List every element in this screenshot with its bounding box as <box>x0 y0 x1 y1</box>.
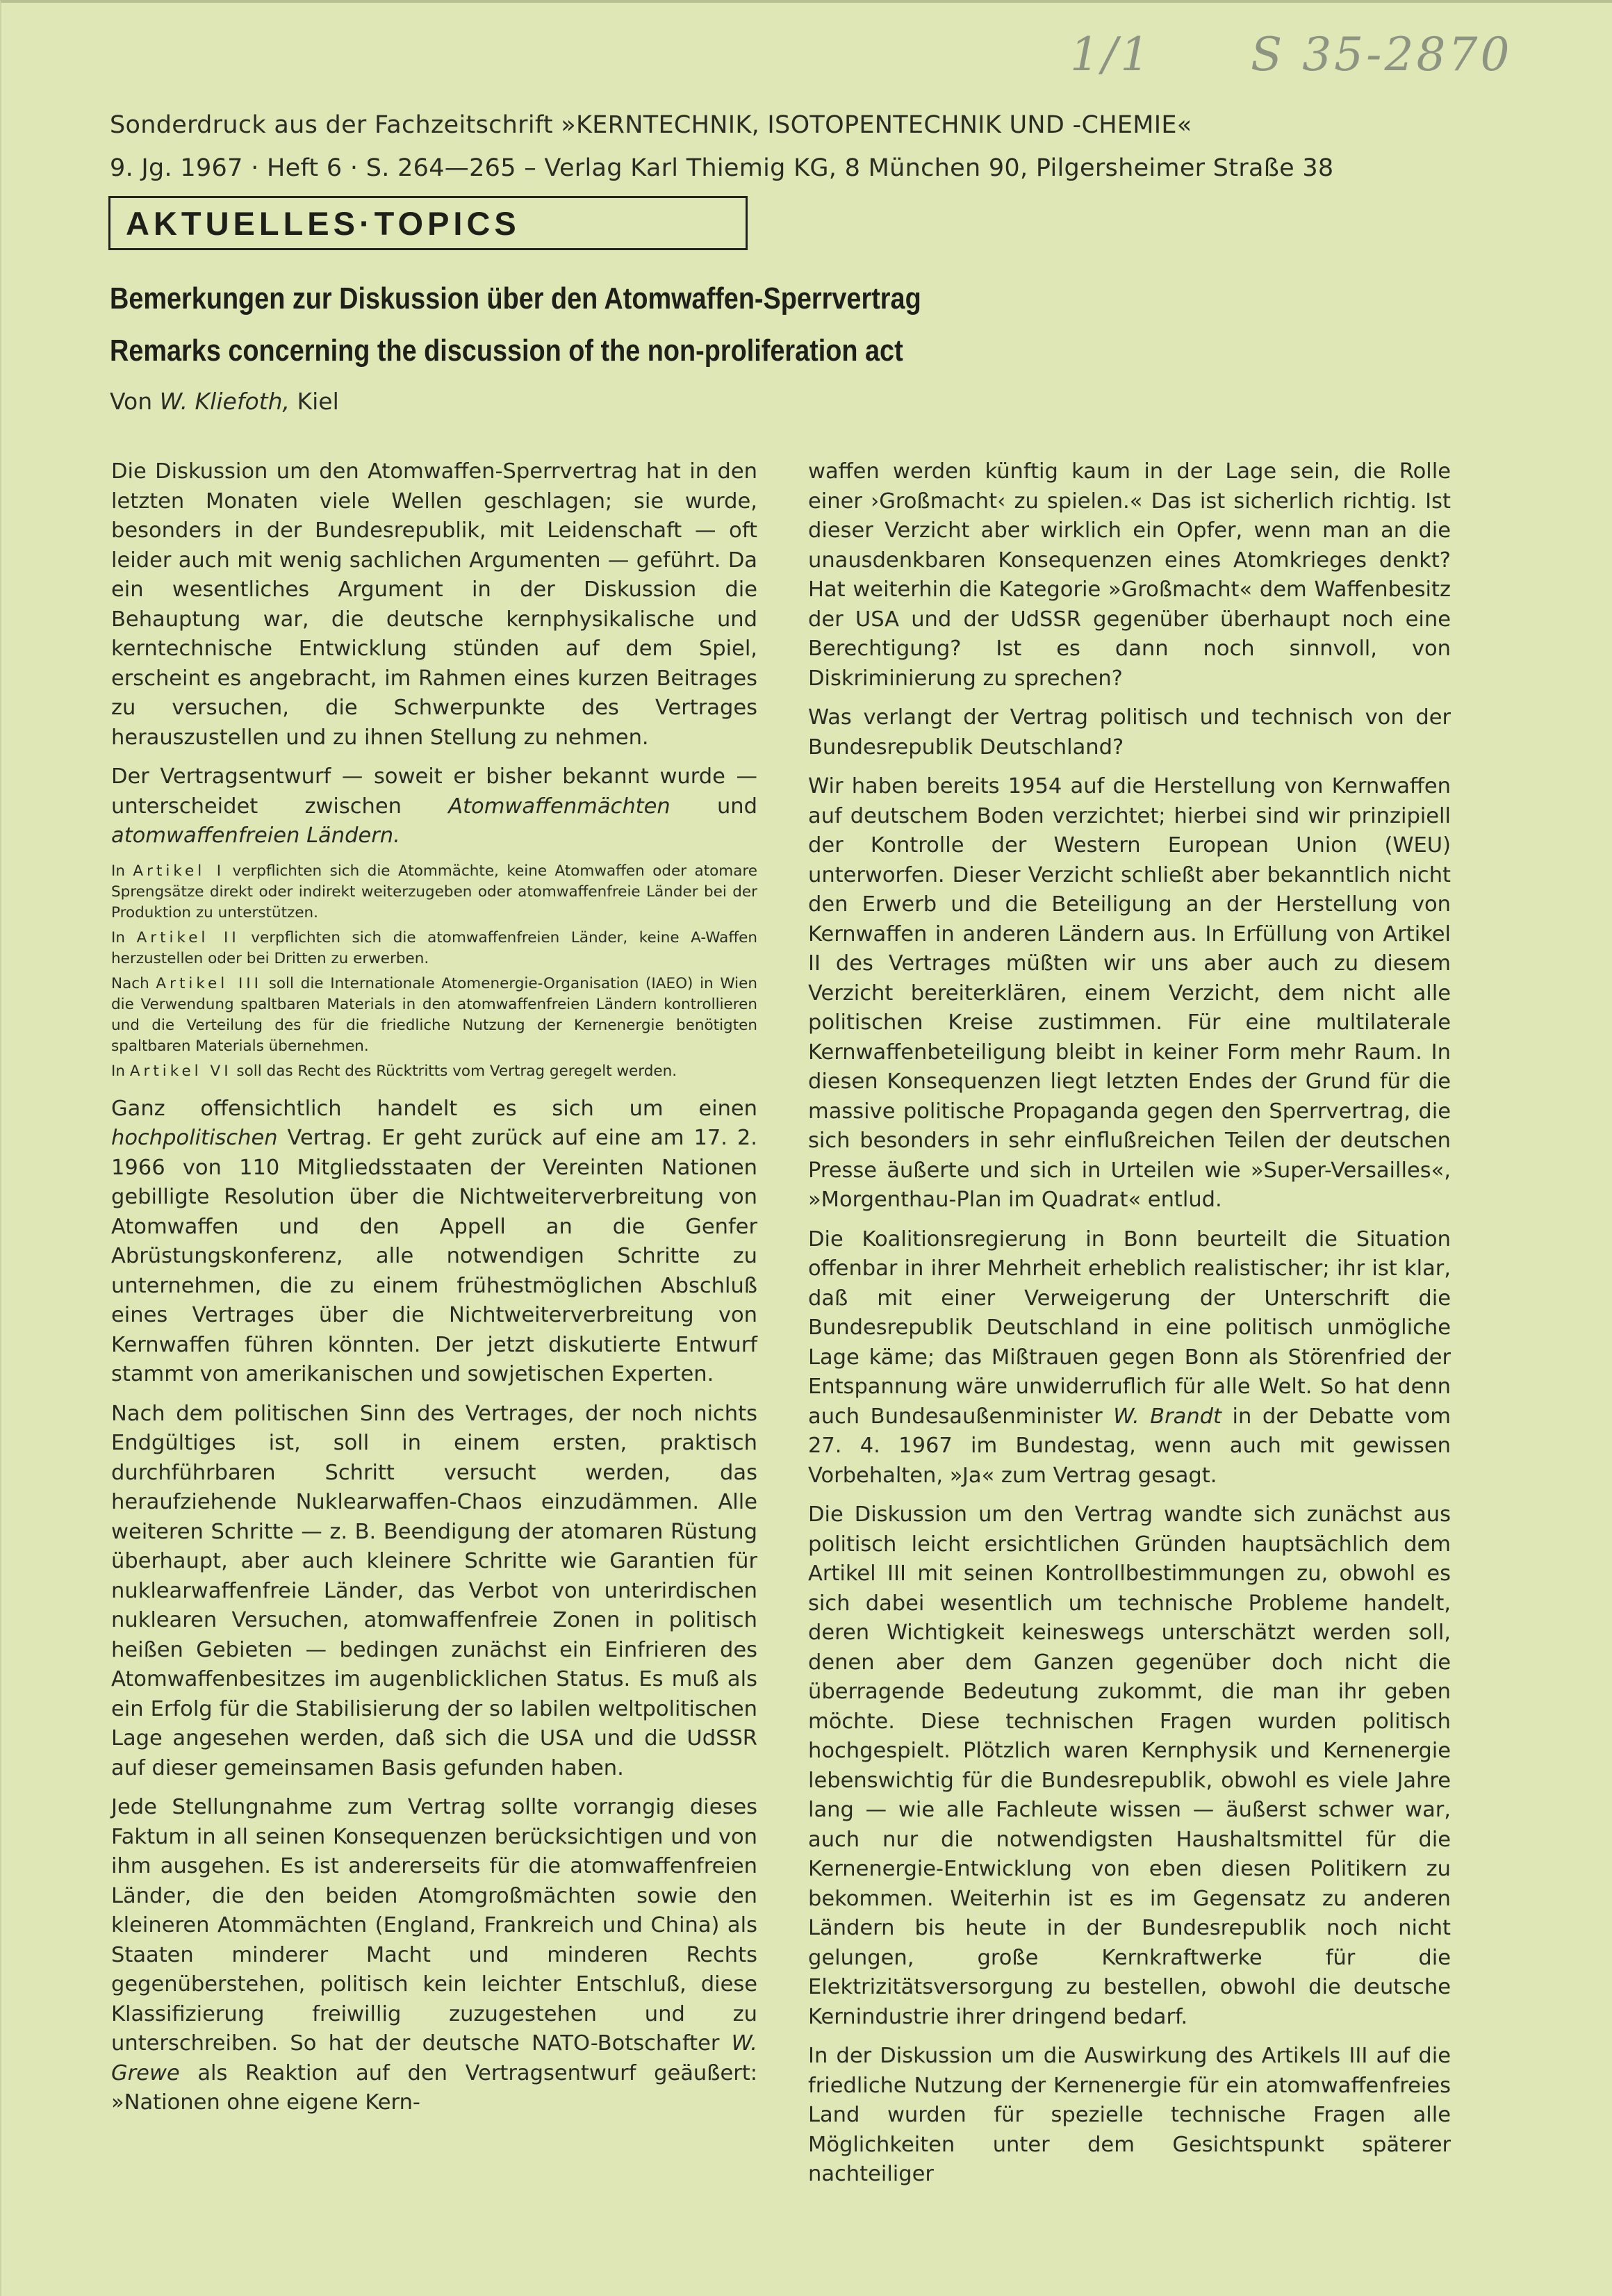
article-title-german: Bemerkungen zur Diskussion über den Atomwaffen-Sperrvertrag <box>110 281 921 315</box>
author-line <box>110 388 339 415</box>
right-column <box>808 457 1451 2199</box>
paragraph: Die Diskussion um den Atomwaffen-Sperrvertrag hat in den letzten Monaten viele Wellen geschlagen; sie wurde, besonders in der Bundesrepublik, mit Leidenschaft — oft leider auch mit wenig sachlichen Argumenten — geführt. Da ein wesentliches Argument in der Diskussion die Behauptung war, die deutsche kernphysikalische und kerntechnische Entwicklung stünden auf dem Spiel, erscheint es angebracht, im Rahmen eines kurzen Beitrages zu versuchen, die Schwerpunkte des Vertrages herauszustellen und zu ihnen Stellung zu nehmen. <box>111 459 757 750</box>
paragraph: Ganz offensichtlich handelt es sich um einen hochpolitischen Vertrag. Er geht zurück auf eine am 17. 2. 1966 von 110 Mitgliedsstaaten der Vereinten Nationen gebilligte Resolution über die Nichtweiterverbreitung von Atomwaffen und den Appell an die Genfer Abrüstungskonferenz, alle notwendigen Schritte zu unternehmen, die zu einem frühestmöglichen Abschluß eines Vertrages über die Nichtweiterverbreitung von Kernwaffen führen könnten. Der jetzt diskutierte Entwurf stammt von amerikanischen und sowjetischen Experten. <box>111 1096 757 1386</box>
author-place: Kiel <box>297 388 339 415</box>
handwritten-page-count: 1/1 <box>1070 28 1153 81</box>
author-name: W. Kliefoth, <box>159 388 290 415</box>
author-prefix: Von <box>110 388 153 415</box>
article-2-summary: In Artikel II verpflichten sich die atomwaffenfreien Länder, keine A-Waffen herzustellen oder bei Dritten zu erwerben. <box>111 928 757 967</box>
paragraph: Die Koalitionsregierung in Bonn beurteilt die Situation offenbar in ihrer Mehrheit erheblich realistischer; ihr ist klar, daß mit einer Verweigerung der Unterschrift die Bundesrepublik Deutschland in eine politisch unmögliche Lage käme; das Mißtrauen gegen Bonn als Störenfried der Entspannung wäre unwiderruflich für alle Welt. So hat denn auch Bundesaußenminister W. Brandt in der Debatte vom 27. 4. 1967 im Bundestag, wenn auch mit gewissen Vorbehalten, »Ja« zum Vertrag gesagt. <box>808 1227 1451 1488</box>
paragraph: Die Diskussion um den Vertrag wandte sich zunächst aus politisch leicht ersichtlichen Gründen hauptsächlich dem Artikel III mit seinen Kontrollbestimmungen zu, obwohl es sich dabei wesentlich um technische Probleme handelt, deren Wichtigkeit keineswegs unterschätzt werden soll, denen aber dem Ganzen gegenüber doch nicht die überragende Bedeutung zukommt, die man ihr geben möchte. Diese technischen Fragen wurden politisch hochgespielt. Plötzlich waren Kernphysik und Kernenergie lebenswichtig für die Bundesrepublik, obwohl es viele Jahre lang — wie alle Fachleute wissen — äußerst schwer war, auch nur die notwendigsten Haushaltsmittel für die Kernenergie-Entwicklung von eben diesen Politikern zu bekommen. Weiterhin ist es im Gegensatz zu anderen Ländern bis heute in der Bundesrepublik noch nicht gelungen, große Kernkraftwerke für die Elektrizitätsversorgung zu bestellen, obwohl die deutsche Kernindustrie ihrer dringend bedarf. <box>808 1502 1451 2029</box>
article-3-summary: Nach Artikel III soll die Internationale Atomenergie-Organisation (IAEO) in Wien die Verwendung spaltbaren Materials in den atomwaffenfreien Ländern kontrollieren und die Verteilung des für die friedliche Nutzung der Kernenergie benötigten spaltbaren Materials übernehmen. <box>111 974 757 1055</box>
paragraph: Wir haben bereits 1954 auf die Herstellung von Kernwaffen auf deutschem Boden verzichtet; hierbei sind wir prinzipiell der Kontrolle der Western European Union (WEU) unterworfen. Dieser Verzicht schließt aber bekanntlich nicht den Erwerb und die Beteiligung an der Herstellung von Kernwaffen in anderen Ländern aus. In Erfüllung von Artikel II des Vertrages müßten wir uns aber auch zu diesem Verzicht bereiterklären, einem Verzicht, dem nicht alle politischen Kreise zustimmen. Für eine multilaterale Kernwaffenbeteiligung bleibt in keiner Form mehr Raum. In diesen Konsequenzen liegt letzten Endes der Grund für die massive politische Propaganda gegen den Sperrvertrag, die sich besonders in sehr einflußreichen Teilen der deutschen Presse äußerte und sich in Urteilen wie »Super-Versailles«, »Morgenthau-Plan im Quadrat« entlud. <box>808 774 1451 1212</box>
paragraph: waffen werden künftig kaum in der Lage sein, die Rolle einer ›Großmacht‹ zu spielen.« Das ist sicherlich richtig. Ist dieser Verzicht aber wirklich ein Opfer, wenn man an die unausdenkbaren Konsequenzen eines Atomkrieges denkt? Hat weiterhin die Kategorie »Großmacht« dem Waffenbesitz der USA und der UdSSR gegenüber überhaupt noch eine Berechtigung? Ist es dann noch sinnvoll, von Diskriminierung zu sprechen? <box>808 459 1451 691</box>
paragraph: Der Vertragsentwurf — soweit er bisher bekannt wurde — unterscheidet zwischen Atomwaffenmächten und atomwaffenfreien Ländern. <box>111 764 757 848</box>
section-label-box <box>108 196 748 250</box>
paragraph: Was verlangt der Vertrag politisch und technisch von der Bundesrepublik Deutschland? <box>808 705 1451 760</box>
paragraph: Jede Stellungnahme zum Vertrag sollte vorrangig dieses Faktum in all seinen Konsequenzen berücksichtigen und von ihm ausgehen. Es ist andererseits für die atomwaffenfreien Länder, die den beiden Atomgroßmächten sowie den kleineren Atommächten (England, Frankreich und China) als Staaten minderer Macht und minderen Rechts gegenüberstehen, politisch kein leichter Entschluß, diese Klassifizierung freiwillig zuzugestehen und zu unterschreiben. So hat der deutsche NATO-Botschafter W. Grewe als Reaktion auf den Vertragsentwurf geäußert: »Nationen ohne eigene Kern- <box>111 1795 757 2115</box>
publication-details-line: 9. Jg. 1967 · Heft 6 · S. 264—265 – Verlag Karl Thiemig KG, 8 München 90, Pilgersheimer Straße 38 <box>110 154 1334 182</box>
section-label: AKTUELLES·TOPICS <box>126 204 520 242</box>
article-1-summary: In Artikel I verpflichten sich die Atommächte, keine Atomwaffen oder atomare Sprengsätze direkt oder indirekt weiterzugeben oder atomwaffenfreie Länder bei der Produktion zu unterstützen. <box>111 862 758 921</box>
article-6-summary: In Artikel VI soll das Recht des Rücktritts vom Vertrag geregelt werden. <box>111 1062 677 1080</box>
left-column <box>111 457 757 2128</box>
treaty-articles-summary <box>111 861 757 1082</box>
handwritten-archive-number: S 35-2870 <box>1251 28 1513 81</box>
paragraph: Nach dem politischen Sinn des Vertrages, der noch nichts Endgültiges ist, soll in einem ersten, praktisch durchführbaren Schritt versucht werden, das heraufziehende Nuklearwaffen-Chaos einzudämmen. Alle weiteren Schritte — z. B. Beendigung der atomaren Rüstung überhaupt, aber auch kleinere Schritte wie Garantien für nuklearwaffenfreie Länder, das Verbot von unterirdischen nuklearen Versuchen, atomwaffenfreie Zonen in politisch heißen Gebieten — bedingen zunächst ein Einfrieren des Atomwaffenbesitzes im augenblicklichen Status. Es muß als ein Erfolg für die Stabilisierung der so labilen weltpolitischen Lage angesehen werden, daß sich die USA und die UdSSR auf dieser gemeinsamen Basis gefunden haben. <box>111 1401 757 1780</box>
reprint-source-line: Sonderdruck aus der Fachzeitschrift »KERNTECHNIK, ISOTOPENTECHNIK UND -CHEMIE« <box>110 111 1192 139</box>
article-title-english: Remarks concerning the discussion of the non-proliferation act <box>110 334 903 368</box>
paragraph: In der Diskussion um die Auswirkung des Artikels III auf die friedliche Nutzung der Kernenergie für ein atomwaffenfreies Land wurden für spezielle technische Fragen alle Möglichkeiten unter dem Gesichtspunkt späterer nachteiliger <box>808 2044 1451 2186</box>
